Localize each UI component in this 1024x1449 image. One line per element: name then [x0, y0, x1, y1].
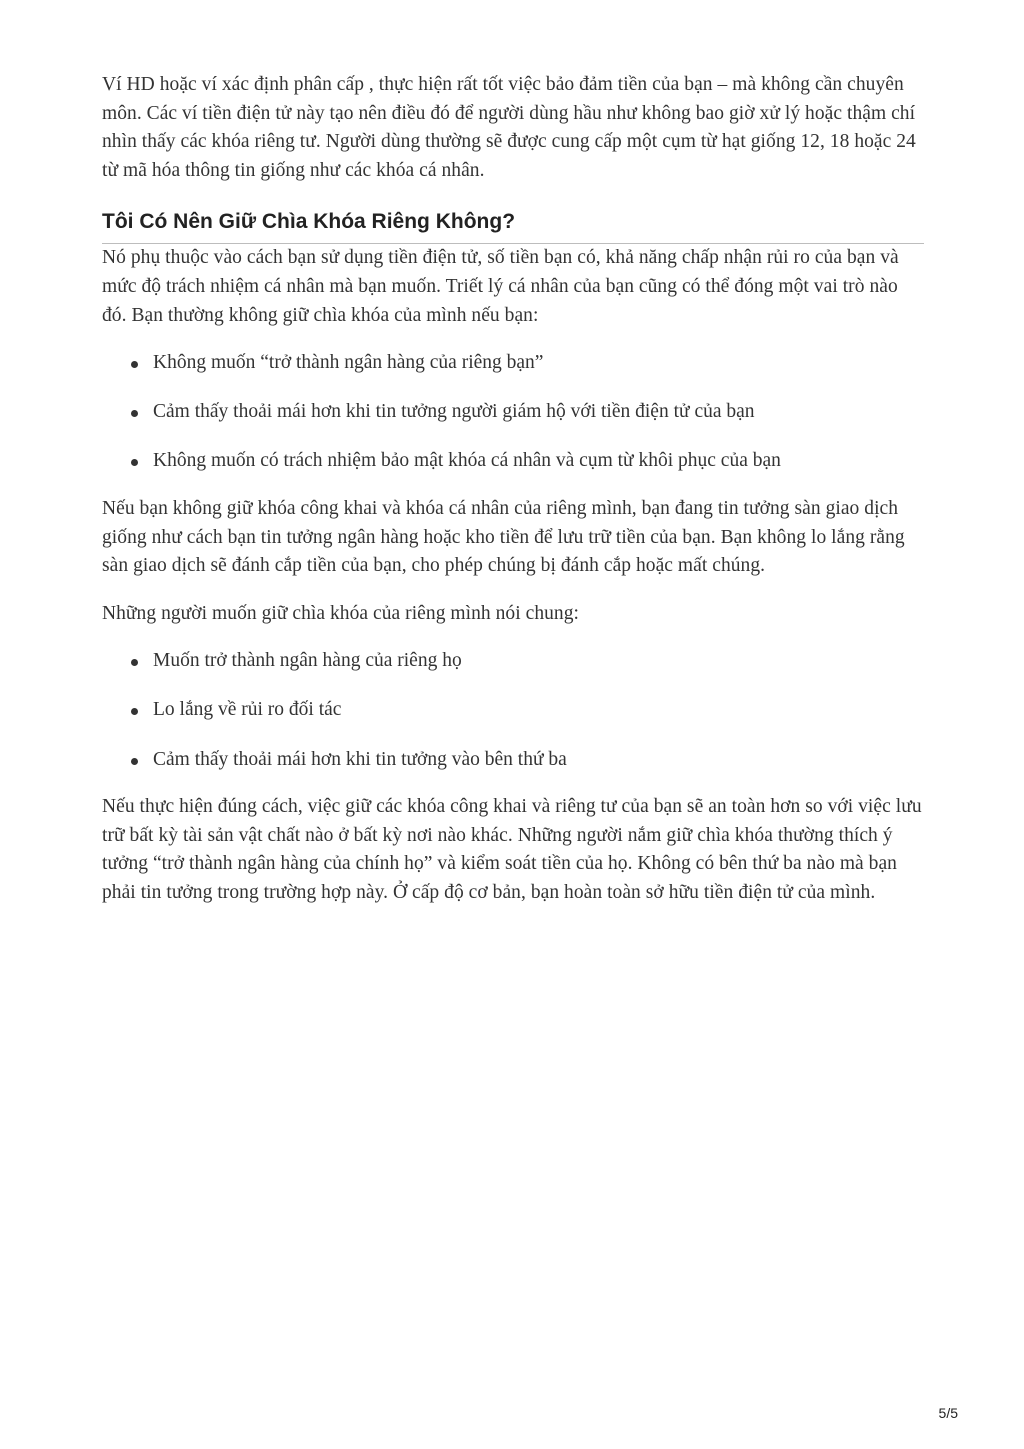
paragraph-conclusion: Nếu thực hiện đúng cách, việc giữ các khóa công khai và riêng tư của bạn sẽ an toàn hơn so với việc lưu trữ bất kỳ tài sản vật chất nào ở bất kỳ nơi nào khác. Những người nắm giữ chìa khóa thường thích ý tưởng “trở thành ngân hàng của chính họ” và kiểm soát tiền của họ. Không có bên thứ ba nào mà bạn phải tin tưởng trong trường hợp này. Ở cấp độ cơ bản, bạn hoàn toàn sở hữu tiền điện tử của mình. [102, 796, 922, 903]
section-heading: Tôi Có Nên Giữ Chìa Khóa Riêng Không? [102, 208, 924, 244]
bullet-dot-icon [131, 708, 138, 715]
list-item [102, 647, 924, 676]
intro-paragraph: Ví HD hoặc ví xác định phân cấp , thực hiện rất tốt việc bảo đảm tiền của bạn – mà không cần chuyên môn. Các ví tiền điện tử này tạo nên điều đó để người dùng hầu như không bao giờ xử lý hoặc thậm chí nhìn thấy các khóa riêng tư. Người dùng thường sẽ được cung cấp một cụm từ hạt giống 12, 18 hoặc 24 từ mã hóa thông tin giống như các khóa cá nhân. [102, 74, 916, 181]
bullet-list-not-keep-keys [102, 349, 924, 476]
list-item [102, 349, 924, 378]
list-item [102, 398, 924, 427]
bullet-dot-icon [131, 410, 138, 417]
list-item-text: Muốn trở thành ngân hàng của riêng họ [153, 650, 462, 672]
list-item-text: Lo lắng về rủi ro đối tác [153, 699, 342, 721]
bullet-list-keep-keys [102, 647, 924, 774]
paragraph-keep-own-keys: Những người muốn giữ chìa khóa của riêng mình nói chung: [102, 602, 579, 624]
article-body [102, 71, 924, 926]
paragraph-depends: Nó phụ thuộc vào cách bạn sử dụng tiền điện tử, số tiền bạn có, khả năng chấp nhận rủi ro của bạn và mức độ trách nhiệm cá nhân mà bạn muốn. Triết lý cá nhân của bạn cũng có thể đóng một vai trò nào đó. Bạn thường không giữ chìa khóa của mình nếu bạn: [102, 247, 899, 326]
bullet-dot-icon [131, 758, 138, 765]
list-item-text: Cảm thấy thoải mái hơn khi tin tưởng người giám hộ với tiền điện tử của bạn [153, 401, 755, 423]
list-item [102, 447, 924, 476]
page-number: 5/5 [938, 1405, 958, 1421]
bullet-dot-icon [131, 659, 138, 666]
list-item-text: Không muốn “trở thành ngân hàng của riêng bạn” [153, 352, 544, 374]
list-item-text: Không muốn có trách nhiệm bảo mật khóa cá nhân và cụm từ khôi phục của bạn [153, 450, 781, 472]
list-item-text: Cảm thấy thoải mái hơn khi tin tưởng vào bên thứ ba [153, 748, 567, 770]
list-item [102, 746, 924, 775]
bullet-dot-icon [131, 459, 138, 466]
bullet-dot-icon [131, 361, 138, 368]
list-item [102, 696, 924, 725]
paragraph-trust-exchange: Nếu bạn không giữ khóa công khai và khóa cá nhân của riêng mình, bạn đang tin tưởng sàn giao dịch giống như cách bạn tin tưởng ngân hàng hoặc kho tiền để lưu trữ tiền của bạn. Bạn không lo lắng rằng sàn giao dịch sẽ đánh cắp tiền của bạn, cho phép chúng bị đánh cắp hoặc mất chúng. [102, 497, 905, 577]
